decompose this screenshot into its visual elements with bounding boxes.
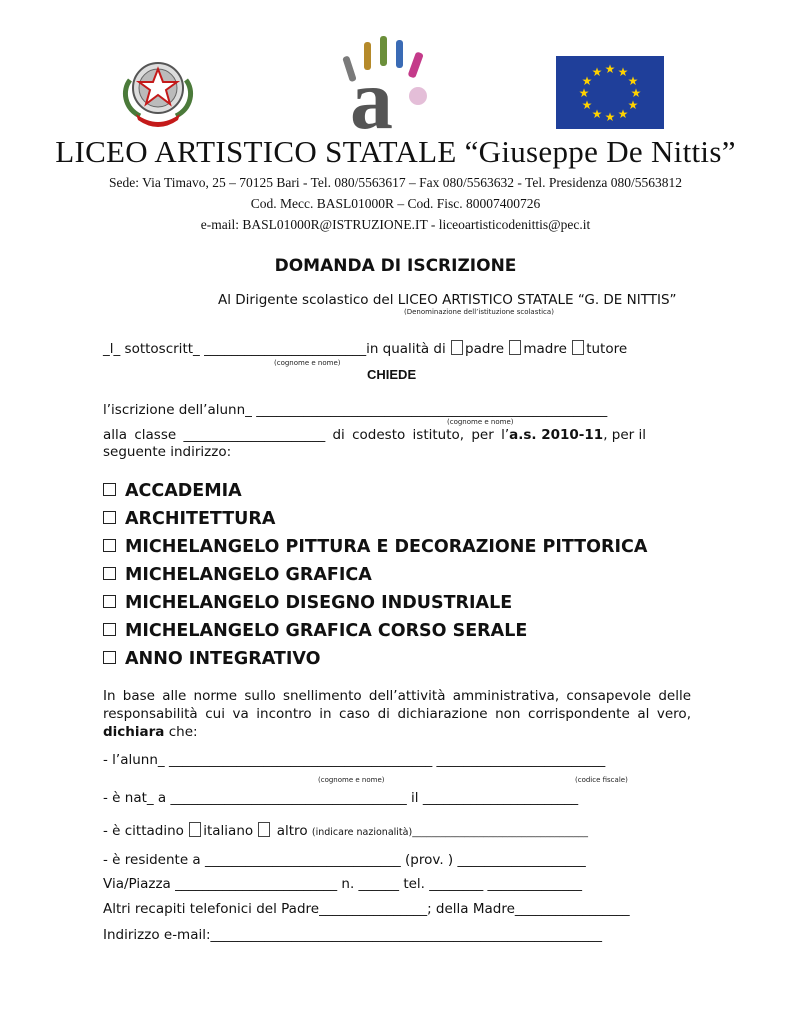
recipient: Al Dirigente scolastico del LICEO ARTISTICO STATALE “G. DE NITTIS” (218, 292, 677, 308)
school-email: e-mail: BASL01000R@ISTRUZIONE.IT - liceoartisticodenittis@pec.it (200, 217, 591, 232)
svg-text:★: ★ (627, 98, 639, 112)
svg-text:★: ★ (581, 98, 593, 112)
italiano-label: italiano (203, 823, 254, 839)
option-checkbox[interactable] (103, 483, 116, 496)
declaration-end: che: (164, 724, 198, 740)
tutore-label: tutore (586, 341, 628, 357)
classe-line (103, 427, 691, 443)
option-anno-integrativo[interactable]: ANNO INTEGRATIVO (103, 649, 320, 669)
option-architettura[interactable]: ARCHITETTURA (103, 509, 275, 529)
svg-text:★: ★ (591, 65, 603, 79)
school-name: LICEO ARTISTICO STATALE “Giuseppe De Nittis” (55, 134, 736, 169)
option-grafica[interactable]: MICHELANGELO GRAFICA (103, 565, 372, 585)
tutore-checkbox[interactable] (572, 340, 584, 355)
svg-text:★: ★ (604, 62, 616, 76)
option-checkbox[interactable] (103, 651, 116, 664)
padre-checkbox[interactable] (451, 340, 463, 355)
nato-line: - è nat_ a ___________________________________ il _______________________ (103, 790, 579, 806)
declaration-paragraph (103, 687, 691, 741)
cittadino-line: - è cittadino italiano altro (indicare nazionalità)_____________________________________ (103, 823, 588, 839)
madre-checkbox[interactable] (509, 340, 521, 355)
iscrizione-line: l’iscrizione dell’alunn_ ____________________________________________________ (103, 402, 608, 418)
option-disegno-industriale[interactable]: MICHELANGELO DISEGNO INDUSTRIALE (103, 593, 512, 613)
svg-text:★: ★ (581, 74, 593, 88)
option-checkbox[interactable] (103, 539, 116, 552)
form-title: DOMANDA DI ISCRIZIONE (274, 256, 517, 276)
classe-text-end: , per il (603, 427, 646, 443)
italian-republic-emblem (118, 50, 198, 132)
recipient-note: (Denominazione dell’istituzione scolastica) (404, 308, 554, 316)
svg-text:★: ★ (591, 107, 603, 121)
option-checkbox[interactable] (103, 595, 116, 608)
svg-text:★: ★ (604, 110, 616, 124)
declaration-bold: dichiara (103, 724, 165, 740)
indicare-note: (indicare nazionalità) (311, 827, 413, 838)
iscrizione-cognome-note: (cognome e nome) (447, 418, 514, 426)
altro-label: altro (272, 823, 308, 839)
svg-text:★: ★ (627, 74, 639, 88)
chiede-heading: CHIEDE (367, 367, 417, 382)
school-codes: Cod. Mecc. BASL01000R – Cod. Fisc. 80007400726 (250, 196, 541, 211)
padre-label: padre (465, 341, 505, 357)
altro-checkbox[interactable] (258, 822, 270, 837)
signer-cognome-note: (cognome e nome) (274, 359, 341, 367)
option-pittura[interactable]: MICHELANGELO PITTURA E DECORAZIONE PITTORICA (103, 537, 647, 557)
anno-scolastico: a.s. 2010-11 (509, 427, 604, 443)
svg-text:★: ★ (617, 65, 629, 79)
alunno-cognome-note: (cognome e nome) (318, 776, 385, 784)
residente-line: - è residente a _____________________________ (prov. ) ___________________ (103, 852, 586, 868)
svg-text:★: ★ (617, 107, 629, 121)
recapiti-line: Altri recapiti telefonici del Padre________________; della Madre_________________ (103, 901, 630, 917)
email-line: Indirizzo e-mail:__________________________________________________________ (103, 927, 603, 943)
madre-label: madre (523, 341, 567, 357)
codice-fiscale-note: (codice fiscale) (575, 776, 628, 784)
italiano-checkbox[interactable] (189, 822, 201, 837)
alunno-line: - l’alunn_ _______________________________________ _________________________ (103, 752, 606, 768)
logo-letter: a (350, 51, 393, 147)
school-address: Sede: Via Timavo, 25 – 70125 Bari - Tel. 080/5563617 – Fax 080/5563632 - Tel. Presidenza 080/5563812 (109, 175, 682, 190)
via-line: Via/Piazza ________________________ n. ______ tel. ________ ______________ (103, 876, 583, 892)
option-grafica-serale[interactable]: MICHELANGELO GRAFICA CORSO SERALE (103, 621, 527, 641)
option-checkbox[interactable] (103, 511, 116, 524)
signer-line (103, 340, 627, 357)
option-checkbox[interactable] (103, 623, 116, 636)
option-accademia[interactable]: ACCADEMIA (103, 481, 242, 501)
option-checkbox[interactable] (103, 567, 116, 580)
eu-flag (556, 56, 664, 129)
school-logo (336, 34, 446, 147)
classe-text: alla classe _____________________ di codesto istituto, per l’ (103, 427, 510, 443)
svg-text:★: ★ (578, 86, 590, 100)
declaration-text: In base alle norme sullo snellimento dell’attività amministrativa, consapevole delle responsabilità cui va incontro in caso di dichiarazione non corrispondente al vero, (103, 688, 691, 722)
signer-text: _l_ sottoscritt_ ________________________in qualità di (103, 341, 446, 357)
svg-text:★: ★ (630, 86, 642, 100)
indirizzo-label: seguente indirizzo: (103, 444, 232, 460)
